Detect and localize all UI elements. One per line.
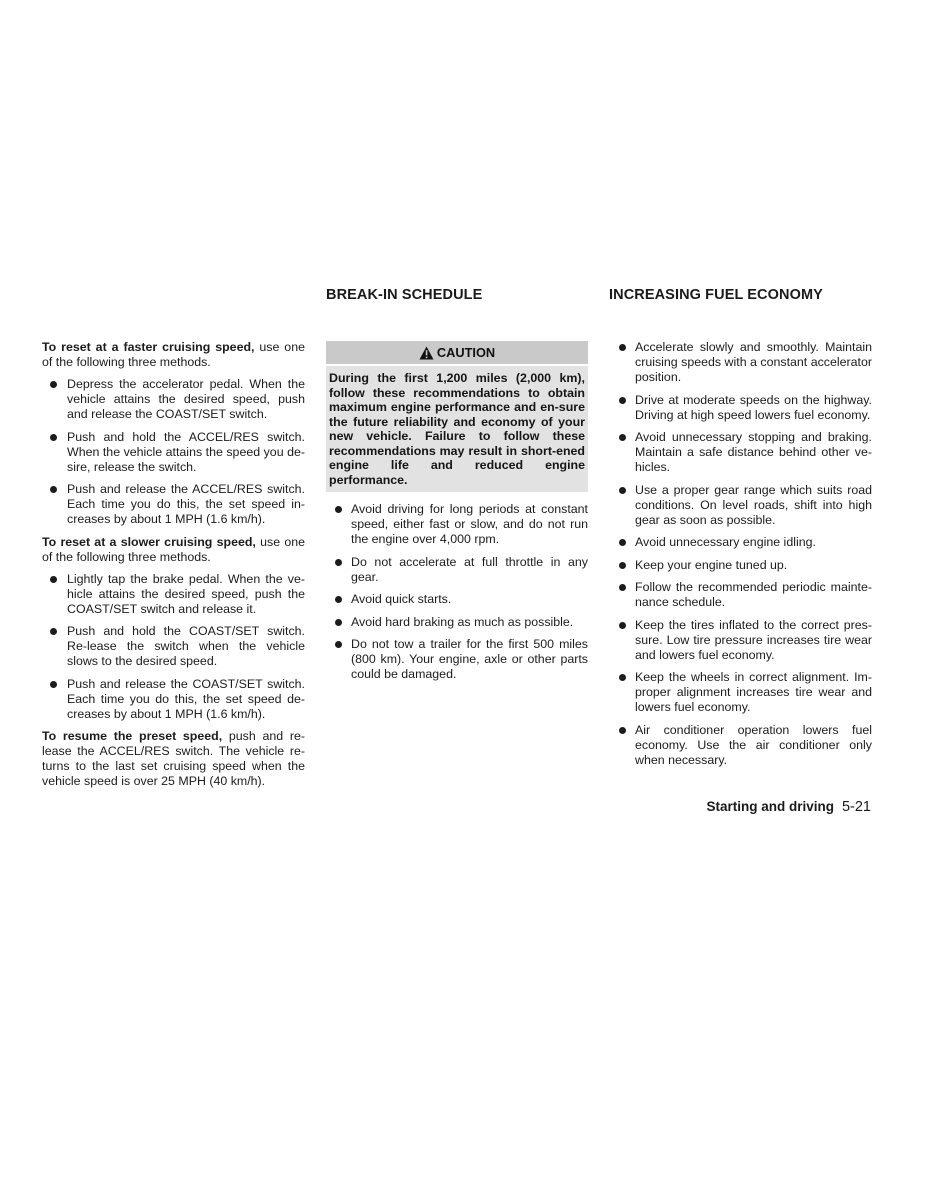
bullet-icon (335, 559, 342, 566)
slower-speed-lead: To reset at a slower cruising speed, (42, 534, 256, 549)
caution-body: During the first 1,200 miles (2,000 km), follow these recommendations to obtain maximum engine performance and en-sure the future reliability and economy of your new vehicle. Failure to follow these recommendations may result in short-ened engine life and reduced engine performance. (326, 366, 588, 492)
bullet-icon (335, 641, 342, 648)
fuel-economy-heading: INCREASING FUEL ECONOMY (609, 287, 823, 303)
break-in-schedule-heading: BREAK-IN SCHEDULE (326, 287, 483, 303)
bullet-icon (50, 486, 57, 493)
bullet-icon (335, 619, 342, 626)
bullet-icon (619, 727, 626, 734)
bullet-icon (619, 397, 626, 404)
bullet-icon (619, 562, 626, 569)
bullet-icon (335, 506, 342, 513)
list-item: Accelerate slowly and smoothly. Maintain cruising speeds with a constant accelerator position. (610, 340, 872, 385)
bullet-icon (50, 381, 57, 388)
bullet-icon (50, 681, 57, 688)
list-item: Depress the accelerator pedal. When the vehicle attains the desired speed, push and release the COAST/SET switch. (42, 377, 305, 422)
left-column (42, 340, 305, 796)
page-number: 5-21 (841, 799, 871, 815)
list-item: Push and release the ACCEL/RES switch. Each time you do this, the set speed in-creases by about 1 MPH (1.6 km/h). (42, 482, 305, 527)
faster-speed-list (42, 377, 305, 527)
list-item: Avoid hard braking as much as possible. (326, 615, 588, 630)
middle-column (326, 340, 588, 690)
list-item: Push and hold the COAST/SET switch. Re-lease the switch when the vehicle slows to the desired speed. (42, 624, 305, 669)
resume-speed-lead: To resume the preset speed, (42, 729, 223, 743)
right-column (610, 340, 872, 775)
bullet-icon (335, 596, 342, 603)
faster-speed-intro (42, 340, 305, 370)
bullet-icon (619, 434, 626, 441)
footer-section-title: Starting and driving (706, 799, 834, 814)
warning-triangle-icon (419, 346, 434, 360)
list-item: Use a proper gear range which suits road conditions. On level roads, shift into high gear as soon as possible. (610, 483, 872, 528)
list-item: Push and release the COAST/SET switch. Each time you do this, the set speed de-creases by about 1 MPH (1.6 km/h). (42, 677, 305, 722)
list-item: Avoid unnecessary stopping and braking. Maintain a safe distance behind other ve-hicles. (610, 430, 872, 475)
page-footer (706, 799, 871, 815)
fuel-economy-list (610, 340, 872, 768)
bullet-icon (619, 487, 626, 494)
list-item: Avoid driving for long periods at constant speed, either fast or slow, and do not run the engine over 4,000 rpm. (326, 502, 588, 547)
caution-title: CAUTION (436, 345, 496, 360)
list-item: Avoid quick starts. (326, 592, 588, 607)
list-item: Follow the recommended periodic mainte-nance schedule. (610, 580, 872, 610)
list-item: Keep your engine tuned up. (610, 558, 872, 573)
list-item: Do not accelerate at full throttle in any gear. (326, 555, 588, 585)
resume-speed-paragraph (42, 729, 305, 789)
list-item: Keep the tires inflated to the correct pres-sure. Low tire pressure increases tire wear and lowers fuel economy. (610, 618, 872, 663)
list-item: Keep the wheels in correct alignment. Im-proper alignment increases tire wear and lowers fuel economy. (610, 670, 872, 715)
slower-speed-intro (42, 535, 305, 565)
bullet-icon (619, 622, 626, 629)
slower-speed-list (42, 572, 305, 722)
bullet-icon (50, 434, 57, 441)
caution-box (326, 341, 588, 492)
bullet-icon (619, 674, 626, 681)
bullet-icon (50, 628, 57, 635)
resume-speed-rest: push and re-lease the ACCEL/RES switch. The vehicle re-turns to the last set cruising speed when the vehicle speed is over 25 MPH (40 km/h). (42, 729, 305, 788)
list-item: Do not tow a trailer for the first 500 miles (800 km). Your engine, axle or other parts could be damaged. (326, 637, 588, 682)
list-item: Drive at moderate speeds on the highway. Driving at high speed lowers fuel economy. (610, 393, 872, 423)
faster-speed-rest: use one of the following three methods. (42, 340, 305, 369)
list-item: Avoid unnecessary engine idling. (610, 535, 872, 550)
list-item: Air conditioner operation lowers fuel economy. Use the air conditioner only when necessary. (610, 723, 872, 768)
list-item: Lightly tap the brake pedal. When the ve-hicle attains the desired speed, push the COAST/SET switch and release it. (42, 572, 305, 617)
bullet-icon (619, 539, 626, 546)
list-item: Push and hold the ACCEL/RES switch. When the vehicle attains the speed you de-sire, release the switch. (42, 430, 305, 475)
slower-speed-rest: use one of the following three methods. (42, 534, 305, 564)
caution-header (326, 341, 588, 364)
break-in-list (326, 502, 588, 682)
bullet-icon (619, 344, 626, 351)
bullet-icon (619, 584, 626, 591)
faster-speed-lead: To reset at a faster cruising speed, (42, 340, 255, 354)
bullet-icon (50, 576, 57, 583)
